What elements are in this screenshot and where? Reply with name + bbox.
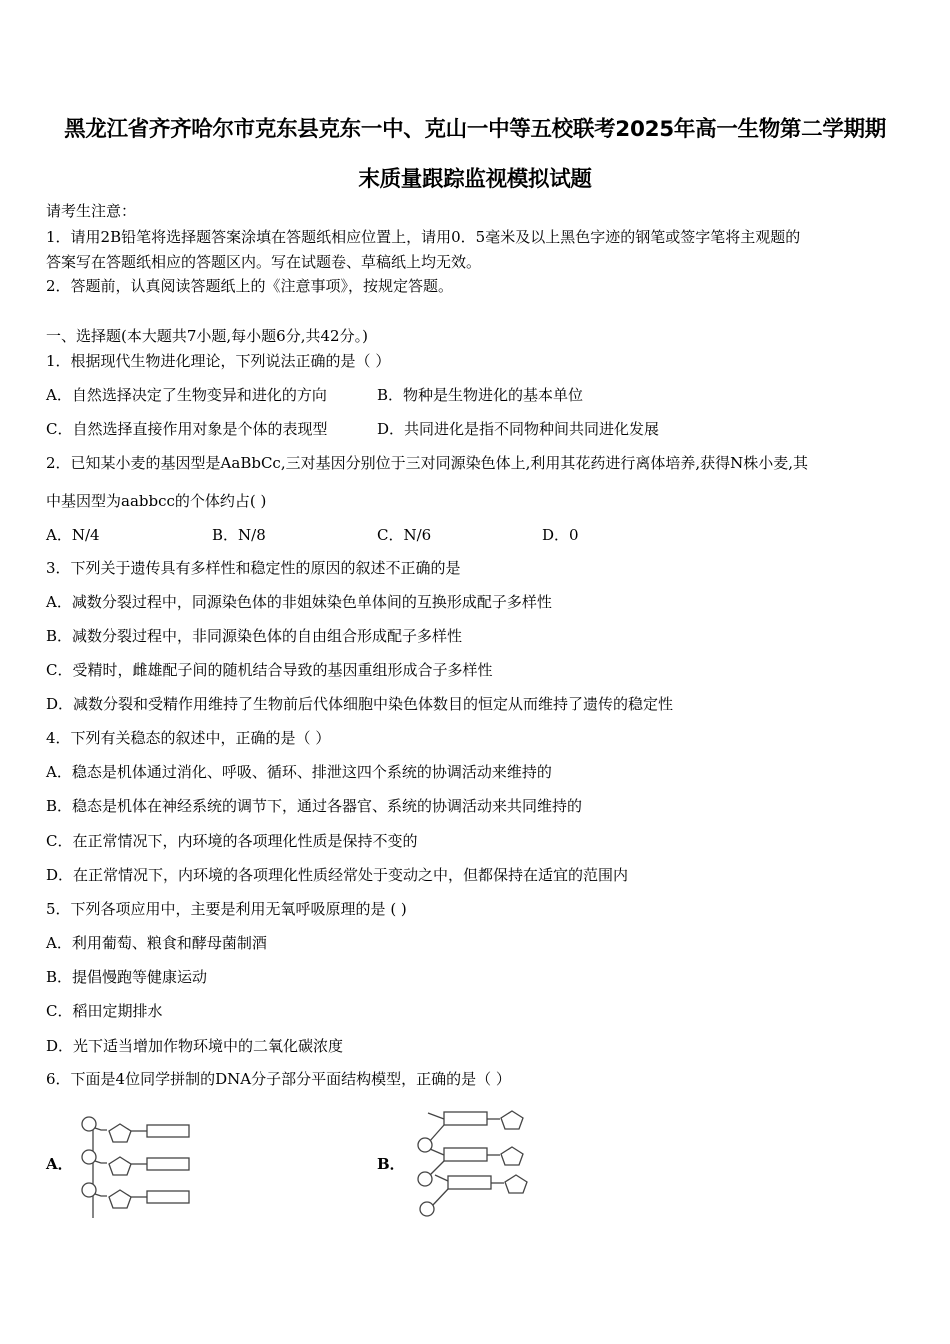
notice-item: 答案写在答题纸相应的答题区内。写在试题卷、草稿纸上均无效。 [46, 253, 482, 271]
dna-model-b-diagram [410, 1105, 540, 1220]
doc-title-line1: 黑龙江省齐齐哈尔市克东县克东一中、克山一中等五校联考2025年高一生物第二学期期 [64, 117, 886, 142]
option-a: A．减数分裂过程中，同源染色体的非姐妹染色单体间的互换形成配子多样性 [46, 593, 552, 611]
option-d: D．0 [542, 526, 579, 544]
option-b: B． [377, 1155, 405, 1173]
question-stem: 4．下列有关稳态的叙述中，正确的是（ ） [46, 729, 331, 747]
question-stem: 3．下列关于遗传具有多样性和稳定性的原因的叙述不正确的是 [46, 559, 461, 577]
option-a: A．N/4 [46, 526, 100, 544]
option-c: C．N/6 [377, 526, 432, 544]
question-stem-cont: 中基因型为aabbcc的个体约占( ) [46, 492, 267, 510]
option-b: B．N/8 [212, 526, 266, 544]
notice-heading: 请考生注意： [46, 202, 137, 220]
option-a: A． [46, 1155, 73, 1173]
option-c: C．稻田定期排水 [46, 1002, 163, 1020]
option-c: C．自然选择直接作用对象是个体的表现型 [46, 420, 328, 438]
question-stem: 6．下面是4位同学拼制的DNA分子部分平面结构模型，正确的是（ ） [46, 1070, 511, 1088]
section-heading: 一、选择题(本大题共7小题,每小题6分,共42分。) [46, 327, 368, 345]
option-a: A．利用葡萄、粮食和酵母菌制酒 [46, 934, 267, 952]
doc-title-line2: 末质量跟踪监视模拟试题 [358, 167, 592, 192]
option-d: D．共同进化是指不同物种间共同进化发展 [377, 420, 660, 438]
question-stem: 1．根据现代生物进化理论，下列说法正确的是（ ） [46, 352, 391, 370]
option-b: B．提倡慢跑等健康运动 [46, 968, 208, 986]
option-d: D．光下适当增加作物环境中的二氧化碳浓度 [46, 1037, 344, 1055]
option-a: A．稳态是机体通过消化、呼吸、循环、排泄这四个系统的协调活动来维持的 [46, 763, 552, 781]
option-d: D．在正常情况下，内环境的各项理化性质经常处于变动之中，但都保持在适宜的范围内 [46, 866, 629, 884]
notice-item: 2．答题前，认真阅读答题纸上的《注意事项》，按规定答题。 [46, 277, 454, 295]
option-c: C．在正常情况下，内环境的各项理化性质是保持不变的 [46, 832, 418, 850]
option-b: B．物种是生物进化的基本单位 [377, 386, 584, 404]
dna-model-a-diagram [75, 1110, 195, 1225]
option-c: C．受精时，雌雄配子间的随机结合导致的基因重组形成合子多样性 [46, 661, 493, 679]
option-a: A．自然选择决定了生物变异和进化的方向 [46, 386, 327, 404]
option-b: B．稳态是机体在神经系统的调节下，通过各器官、系统的协调活动来共同维持的 [46, 797, 583, 815]
notice-item: 1．请用2B铅笔将选择题答案涂填在答题纸相应位置上，请用0．5毫米及以上黑色字迹的钢笔或签字笔将主观题的 [46, 228, 801, 246]
question-stem: 2．已知某小麦的基因型是AaBbCc,三对基因分别位于三对同源染色体上,利用其花药进行离体培养,获得N株小麦,其 [46, 454, 809, 472]
option-d: D．减数分裂和受精作用维持了生物前后代体细胞中染色体数目的恒定从而维持了遗传的稳定性 [46, 695, 674, 713]
option-b: B．减数分裂过程中，非同源染色体的自由组合形成配子多样性 [46, 627, 463, 645]
question-stem: 5．下列各项应用中，主要是利用无氧呼吸原理的是 ( ) [46, 900, 407, 918]
